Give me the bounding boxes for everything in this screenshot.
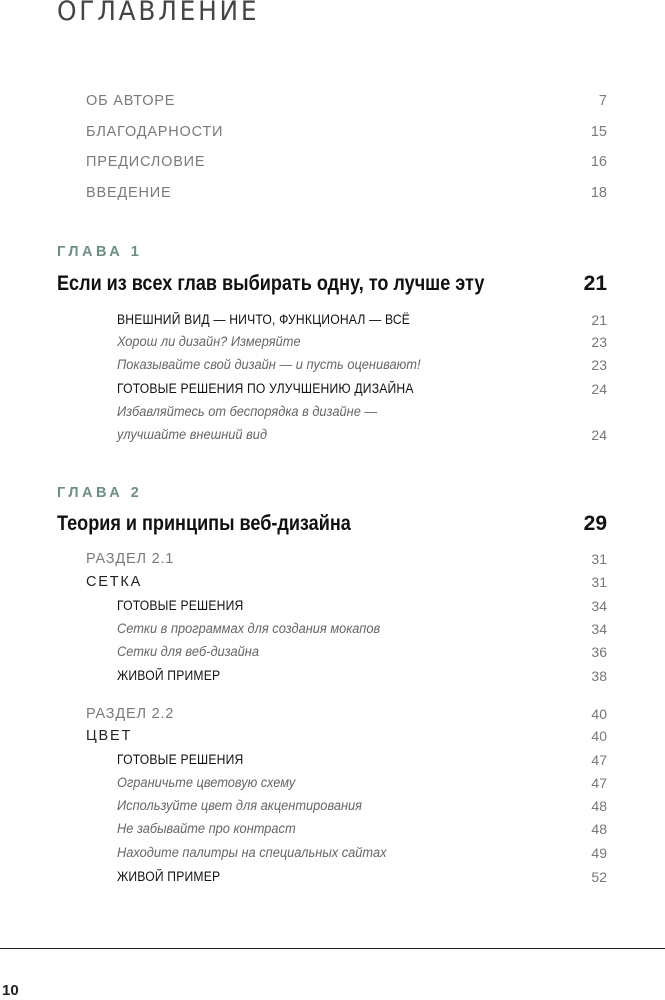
toc-entry[interactable]: ГОТОВЫЕ РЕШЕНИЯ ПО УЛУЧШЕНИЮ ДИЗАЙНА [117, 381, 414, 396]
footer-divider [0, 948, 665, 949]
toc-page-number: 31 [591, 551, 607, 567]
page-number: 10 [2, 982, 19, 999]
toc-page-number: 52 [591, 869, 607, 885]
toc-entry-introduction[interactable]: ВВЕДЕНИЕ [86, 185, 172, 201]
part-2-2-label[interactable]: РАЗДЕЛ 2.2 [86, 706, 175, 722]
toc-page-number: 48 [591, 821, 607, 837]
toc-page-number: 47 [591, 775, 607, 791]
toc-page-number: 38 [591, 668, 607, 684]
toc-page-number: 24 [591, 427, 607, 443]
chapter-2-label: ГЛАВА 2 [57, 485, 143, 501]
toc-entry-about-author[interactable]: ОБ АВТОРЕ [86, 93, 176, 109]
chapter-1-title[interactable]: Если из всех глав выбирать одну, то лучше эту [57, 272, 485, 295]
toc-entry[interactable]: ВНЕШНИЙ ВИД — НИЧТО, ФУНКЦИОНАЛ — ВСЁ [117, 312, 411, 327]
toc-page-number: 21 [591, 312, 607, 328]
toc-page-number: 23 [591, 334, 607, 350]
toc-entry[interactable]: улучшайте внешний вид [117, 427, 268, 442]
part-2-1-label[interactable]: РАЗДЕЛ 2.1 [86, 551, 175, 567]
toc-page-number: 24 [591, 381, 607, 397]
toc-entry[interactable]: Показывайте свой дизайн — и пусть оценивают! [117, 357, 421, 372]
toc-entry[interactable]: Хорош ли дизайн? Измеряйте [117, 334, 301, 349]
part-2-2-title[interactable]: ЦВЕТ [86, 728, 133, 744]
toc-page-number: 49 [591, 845, 607, 861]
toc-page-number: 31 [591, 574, 607, 590]
toc-page-number: 7 [598, 93, 607, 109]
toc-entry[interactable]: Ограничьте цветовую схему [117, 775, 296, 790]
toc-entry[interactable]: Сетки для веб-дизайна [117, 644, 259, 659]
toc-page-number: 23 [591, 357, 607, 373]
toc-page-number: 15 [590, 124, 607, 140]
toc-entry[interactable]: ЖИВОЙ ПРИМЕР [117, 869, 221, 884]
toc-page-number: 18 [590, 185, 607, 201]
chapter-1-page: 21 [583, 272, 607, 295]
toc-page-number: 34 [591, 621, 607, 637]
toc-entry[interactable]: ГОТОВЫЕ РЕШЕНИЯ [117, 598, 244, 613]
chapter-1-label: ГЛАВА 1 [57, 244, 143, 260]
toc-entry[interactable]: ЖИВОЙ ПРИМЕР [117, 668, 221, 683]
toc-entry[interactable]: Находите палитры на специальных сайтах [117, 845, 387, 860]
part-2-1-title[interactable]: СЕТКА [86, 574, 143, 590]
toc-entry-preface[interactable]: ПРЕДИСЛОВИЕ [86, 154, 206, 170]
toc-page-number: 48 [591, 798, 607, 814]
toc-entry-acknowledgements[interactable]: БЛАГОДАРНОСТИ [86, 124, 224, 140]
toc-entry[interactable]: Избавляйтесь от беспорядка в дизайне — [117, 404, 378, 419]
toc-entry[interactable]: Используйте цвет для акцентирования [117, 798, 363, 813]
toc-page-number: 47 [591, 752, 607, 768]
toc-page-number: 40 [591, 706, 607, 722]
toc-page-number: 40 [591, 728, 607, 744]
page-title: ОГЛАВЛЕНИЕ [57, 0, 260, 27]
toc-page-number: 34 [591, 598, 607, 614]
toc-page-number: 36 [591, 644, 607, 660]
chapter-2-title[interactable]: Теория и принципы веб-дизайна [57, 512, 351, 535]
toc-entry[interactable]: Сетки в программах для создания мокапов [117, 621, 381, 636]
toc-entry[interactable]: ГОТОВЫЕ РЕШЕНИЯ [117, 752, 244, 767]
toc-page-number: 16 [590, 154, 607, 170]
chapter-2-page: 29 [583, 512, 607, 535]
toc-entry[interactable]: Не забывайте про контраст [117, 821, 296, 836]
